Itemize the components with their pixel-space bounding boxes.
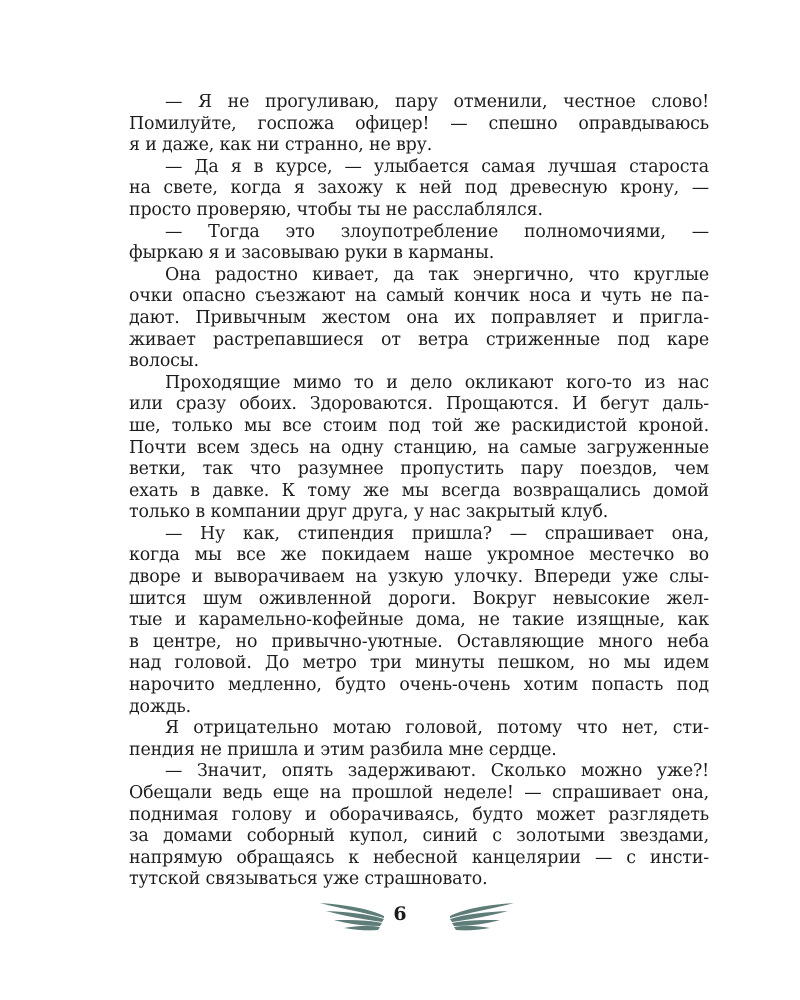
text-line: — Тогда это злоупотребление полномочиями, — <box>165 221 709 242</box>
text-line: — Я не прогуливаю, пару отменили, честное слово! <box>165 92 709 112</box>
text-line: тые и карамельно-кофейные дома, не такие изящные, как <box>129 610 709 631</box>
text-line: или сразу обоих. Здороваются. Прощаются. И бегут даль- <box>129 394 709 415</box>
text-line: просто проверяю, чтобы ты не расслаблялся. <box>129 199 543 220</box>
text-line: дворе и выворачиваем на узкую улочку. Впереди уже слы- <box>129 567 709 588</box>
text-line: я и даже, как ни странно, не вру. <box>129 135 433 156</box>
text-line: Обещали ведь еще на прошлой неделе! — спрашивает она, <box>129 783 709 803</box>
text-line: ехать в давке. К тому же мы всегда возвращались домой <box>129 480 709 501</box>
text-line: на свете, когда я захожу к ней под древесную крону, — <box>129 178 709 199</box>
wing-right-icon <box>448 899 516 933</box>
paragraph <box>129 92 709 157</box>
wing-left-icon <box>318 899 386 933</box>
text-line: — Да я в курсе, — улыбается самая лучшая староста <box>165 156 709 177</box>
paragraph <box>129 265 709 373</box>
paragraph <box>129 222 709 265</box>
text-line: Проходящие мимо то и дело окликают кого-то из нас <box>165 372 709 393</box>
text-line: ше, только мы все стоим под той же раскидистой кроной. <box>129 415 709 436</box>
text-line: пендия не пришла и этим разбила мне сердце. <box>129 739 557 760</box>
page-number: 6 <box>393 903 407 925</box>
paragraph <box>129 718 709 761</box>
paragraph <box>129 157 709 222</box>
text-line: Помилуйте, госпожа офицер! — спешно оправдываюсь <box>129 113 709 134</box>
text-line: Она радостно кивает, да так энергично, что круглые <box>165 264 709 285</box>
text-line: Я отрицательно мотаю головой, потому что нет, сти- <box>165 718 709 739</box>
text-line: живает растрепавшиеся от ветра стриженные под каре <box>129 329 709 350</box>
text-line: дают. Привычным жестом она их поправляет и пригла- <box>129 307 709 328</box>
page-footer <box>0 895 800 945</box>
text-line: напрямую обращаясь к небесной канцелярии — с инсти- <box>129 847 709 868</box>
paragraph <box>129 524 709 718</box>
text-line: очки опасно съезжают на самый кончик носа и чуть не па- <box>129 286 709 307</box>
page-body <box>129 92 709 891</box>
text-line: дождь. <box>129 696 191 717</box>
text-line: в центре, но привычно-уютные. Оставляющие много неба <box>129 631 709 652</box>
text-line: волосы. <box>129 351 199 372</box>
text-line: только в компании друг друга, у нас закрытый клуб. <box>129 502 609 523</box>
text-line: нарочито медленно, будто очень-очень хотим попасть под <box>129 675 709 696</box>
text-line: тутской связываться уже страшновато. <box>129 869 488 890</box>
text-line: поднимая голову и оборачиваясь, будто может разглядеть <box>129 804 709 825</box>
text-line: Почти всем здесь на одну станцию, на самые загруженные <box>129 437 709 458</box>
text-line: шится шум оживленной дороги. Вокруг невысокие жел- <box>129 588 709 609</box>
text-line: ветки, так что разумнее пропустить пару поездов, чем <box>129 459 709 480</box>
text-line: над головой. До метро три минуты пешком, но мы идем <box>129 653 709 674</box>
text-line: — Значит, опять задерживают. Сколько можно уже?! <box>165 761 709 782</box>
text-line: за домами соборный купол, синий с золотыми звездами, <box>129 826 709 847</box>
text-line: — Ну как, стипендия пришла? — спрашивает она, <box>165 523 709 544</box>
paragraph <box>129 761 709 891</box>
text-line: когда мы все же покидаем наше укромное местечко во <box>129 545 709 566</box>
text-line: фыркаю я и засовываю руки в карманы. <box>129 243 495 264</box>
paragraph <box>129 373 709 524</box>
